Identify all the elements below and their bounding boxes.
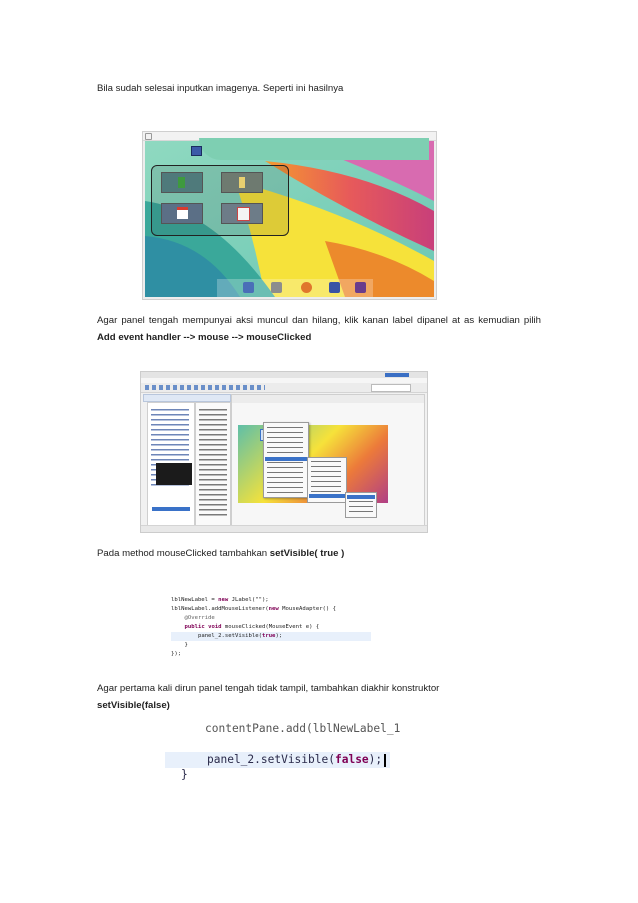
wallpaper xyxy=(145,141,434,297)
code-line-2: lblNewLabel.addMouseListener(new MouseAdapter() { xyxy=(171,606,337,612)
paragraph-constructor xyxy=(97,680,557,714)
book-icon xyxy=(178,177,185,188)
method-name: setVisible( true ) xyxy=(269,548,345,559)
tree-selected-row xyxy=(152,507,190,511)
toolbar-search-box xyxy=(371,384,411,392)
paragraph-mouseclicked xyxy=(97,545,557,562)
code-line-4: public void mouseClicked(MouseEvent e) { xyxy=(184,624,320,630)
menu-path: Add event handler --> mouse --> mouseClicked xyxy=(97,332,312,343)
mail-icon xyxy=(177,207,188,219)
tooltip-dark xyxy=(156,463,192,485)
paragraph-event-handler xyxy=(97,312,541,346)
dock-app-icon-4 xyxy=(329,282,340,293)
paragraph-constructor-text: Agar pertama kali dirun panel tengah tidak tampil, tambahkan diakhir konstruktor xyxy=(97,683,440,694)
top-bar-shape xyxy=(199,138,429,160)
dock-app-icon-1 xyxy=(243,282,254,293)
app-tile-3 xyxy=(161,203,203,224)
palette-items xyxy=(199,409,227,519)
palette-panel xyxy=(195,402,231,526)
screenshot-panel-result xyxy=(142,131,437,300)
code-closing-brace: } xyxy=(181,768,188,781)
left-panel-tabs xyxy=(143,394,231,402)
document-icon xyxy=(237,207,250,221)
screenshot-ide-context-menu xyxy=(140,371,428,533)
app-tile-1 xyxy=(161,172,203,193)
paragraph-event-handler-text: Agar panel tengah mempunyai aksi muncul dan hilang, klik kanan label dipanel at as kemudian pilih xyxy=(97,315,541,326)
paragraph-intro-text: Bila sudah selesai inputkan imagenya. Seperti ini hasilnya xyxy=(97,83,344,94)
dock-app-icon-2 xyxy=(271,282,282,293)
paragraph-mouseclicked-text: Pada method mouseClicked tambahkan xyxy=(97,548,270,559)
code-block-set-visible-false xyxy=(165,722,401,785)
monitor-icon xyxy=(191,146,202,156)
submenu-1-highlight xyxy=(309,494,345,498)
code-partial-line: contentPane.add(lblNewLabel_1 xyxy=(205,722,401,735)
code-block-mouse-listener xyxy=(171,596,371,659)
pen-icon xyxy=(239,177,245,188)
dock-app-icon-3 xyxy=(301,282,312,293)
submenu-2 xyxy=(345,492,377,518)
code-set-visible-line: panel_2.setVisible(false); xyxy=(207,753,386,767)
ide-toolbar xyxy=(141,383,427,393)
code-line-3: @Override xyxy=(184,615,215,621)
context-menu xyxy=(263,422,309,498)
constructor-call: setVisible(false) xyxy=(97,700,170,711)
text-cursor xyxy=(384,754,386,767)
package-explorer xyxy=(147,402,195,526)
context-menu-highlight xyxy=(265,457,307,461)
app-tile-2 xyxy=(221,172,263,193)
dock-app-icon-5 xyxy=(355,282,366,293)
code-line-6: } xyxy=(184,642,188,648)
editor-toolbar xyxy=(232,395,424,403)
submenu-1 xyxy=(307,457,347,503)
popup-panel xyxy=(151,165,289,236)
toolbar-icons xyxy=(145,385,265,390)
ide-statusbar xyxy=(141,525,427,532)
code-line-1: lblNewLabel = new JLabel(""); xyxy=(171,597,269,603)
paragraph-intro xyxy=(97,80,557,97)
submenu-2-highlight xyxy=(347,495,375,499)
app-tile-4 xyxy=(221,203,263,224)
window-close-icon xyxy=(145,133,152,140)
code-line-7: }); xyxy=(171,651,182,657)
dock xyxy=(217,279,373,297)
window-controls-icon xyxy=(385,373,409,377)
code-line-5-highlighted: panel_2.setVisible(true); xyxy=(171,632,371,641)
